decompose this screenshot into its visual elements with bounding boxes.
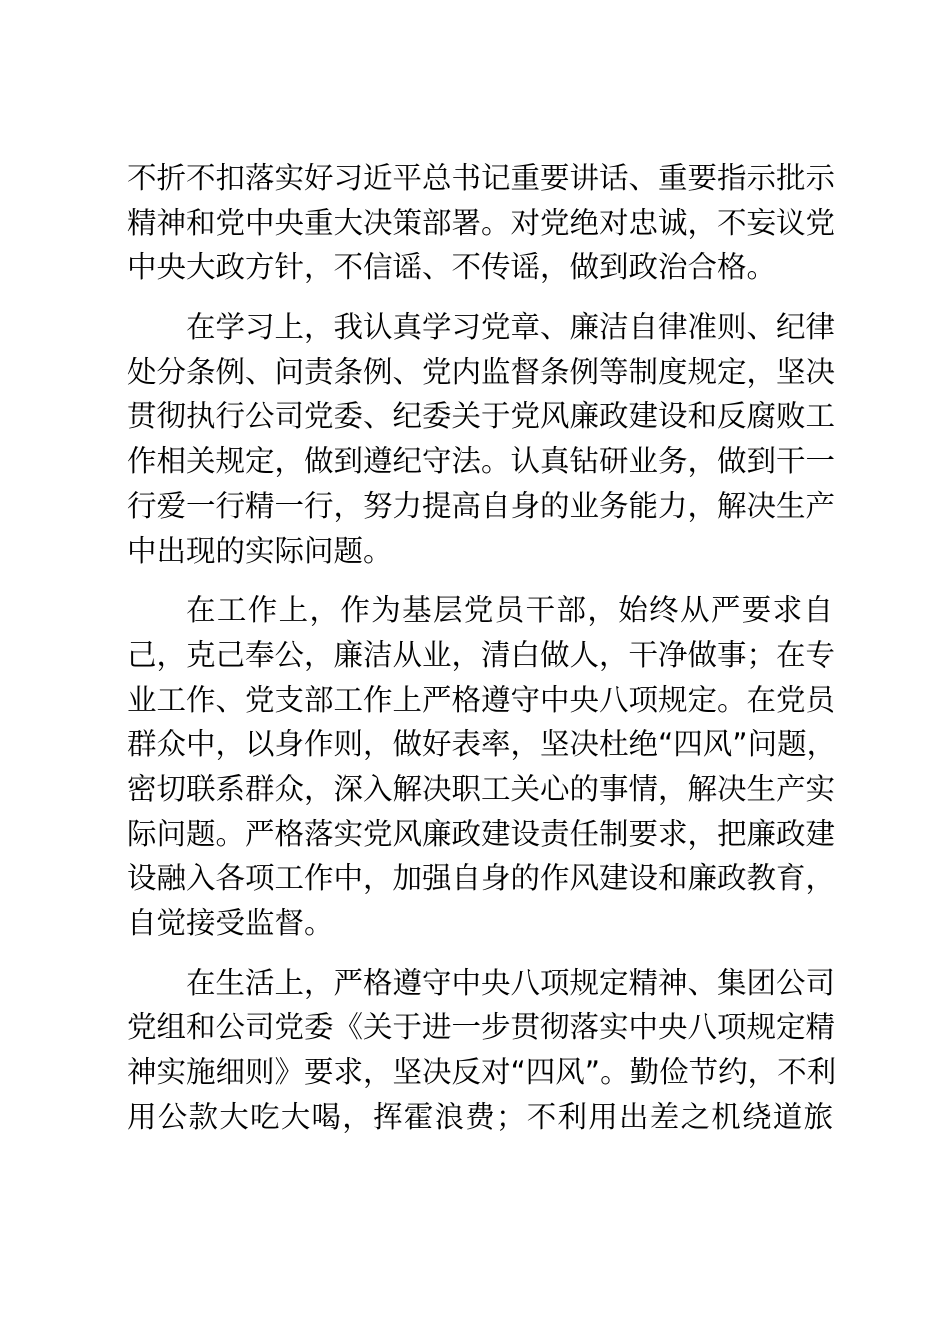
paragraph-line: 行爱一行精一行，努力提高自身的业务能力，解决生产 [127, 488, 836, 523]
paragraph-line: 密切联系群众，深入解决职工关心的事情，解决生产实 [127, 771, 836, 806]
paragraph-line: 神实施细则》要求，坚决反对“四风”。勤俭节约，不利 [127, 1055, 837, 1090]
paragraph-line: 不折不扣落实好习近平总书记重要讲话、重要指示批示 [127, 161, 836, 195]
paragraph-line: 处分条例、问责条例、党内监督条例等制度规定，坚决 [127, 354, 836, 389]
paragraph-line: 作相关规定，做到遵纪守法。认真钻研业务，做到干一 [127, 444, 836, 479]
paragraph-line: 党组和公司党委《关于进一步贯彻落实中央八项规定精 [127, 1010, 836, 1045]
paragraph-line: 精神和党中央重大决策部署。对党绝对忠诚，不妄议党 [127, 205, 836, 240]
paragraph-line: 业工作、党支部工作上严格遵守中央八项规定。在党员 [127, 682, 836, 717]
paragraph-4 [127, 961, 837, 1140]
paragraph-line: 在生活上，严格遵守中央八项规定精神、集团公司 [186, 965, 836, 1000]
paragraph-line: 贯彻执行公司党委、纪委关于党风廉政建设和反腐败工 [127, 399, 836, 434]
paragraph-line: 己，克己奉公，廉洁从业，清白做人，干净做事；在专 [127, 637, 836, 672]
paragraph-1 [127, 156, 836, 290]
paragraph-2 [127, 305, 836, 573]
paragraph-3 [127, 588, 837, 946]
document-body [127, 156, 837, 1139]
paragraph-line: 用公款大吃大喝，挥霍浪费；不利用出差之机绕道旅 [127, 1099, 833, 1134]
paragraph-line: 中央大政方针，不信谣、不传谣，做到政治合格。 [127, 250, 777, 285]
paragraph-line: 群众中，以身作则，做好表率，坚决杜绝“四风”问题， [127, 727, 837, 762]
paragraph-line: 自觉接受监督。 [127, 906, 334, 940]
paragraph-line: 中出现的实际问题。 [127, 533, 393, 568]
paragraph-line: 在工作上，作为基层党员干部，始终从严要求自 [186, 593, 833, 628]
paragraph-line: 际问题。严格落实党风廉政建设责任制要求，把廉政建 [127, 816, 836, 851]
paragraph-line: 设融入各项工作中，加强自身的作风建设和廉政教育， [127, 861, 836, 896]
paragraph-line: 在学习上，我认真学习党章、廉洁自律准则、纪律 [186, 310, 836, 345]
